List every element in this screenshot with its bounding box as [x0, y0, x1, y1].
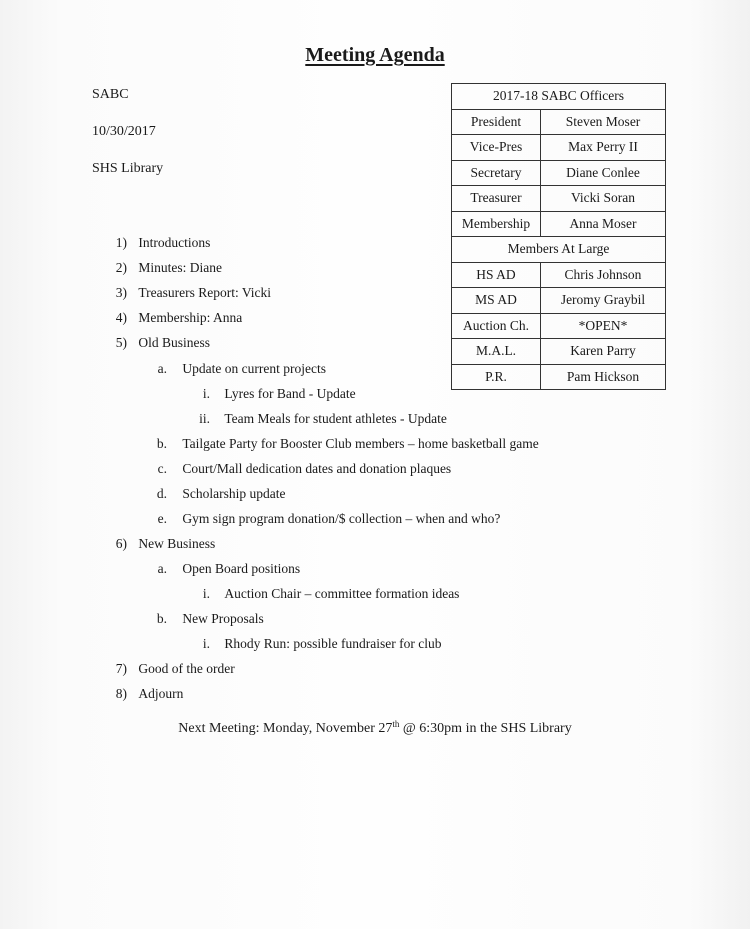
item-text: Old Business	[138, 335, 211, 350]
member-name: Jeromy Graybil	[541, 288, 666, 314]
item-marker: i.	[202, 386, 210, 401]
item-marker: d.	[156, 486, 167, 501]
table-row	[452, 186, 666, 212]
list-item	[100, 661, 235, 677]
meeting-location: SHS Library	[92, 161, 164, 176]
item-marker: c.	[157, 461, 167, 476]
table-row	[452, 364, 666, 390]
next-meeting-details: @ 6:30pm in the SHS Library	[399, 721, 572, 736]
officer-role: President	[452, 109, 541, 135]
item-text: New Proposals	[182, 611, 264, 626]
item-marker: 1)	[115, 235, 127, 250]
list-item	[140, 436, 539, 452]
member-role: P.R.	[452, 364, 541, 390]
next-meeting-prefix: Next Meeting: Monday, November 27	[178, 721, 393, 736]
item-marker: 3)	[115, 285, 127, 300]
officer-name: Vicki Soran	[541, 186, 666, 212]
item-text: Lyres for Band - Update	[224, 386, 356, 401]
officer-name: Steven Moser	[541, 109, 666, 135]
officer-role: Membership	[452, 211, 541, 237]
table-row	[452, 211, 666, 237]
item-marker: b.	[156, 611, 167, 626]
member-role: HS AD	[452, 262, 541, 288]
item-marker: 5)	[115, 335, 127, 350]
next-meeting-ordinal: th	[392, 719, 400, 729]
list-item	[180, 586, 459, 602]
table-row	[452, 160, 666, 186]
list-item	[140, 611, 264, 627]
table-row	[452, 237, 666, 263]
list-item	[100, 285, 271, 301]
table-row	[452, 109, 666, 135]
next-meeting-note	[0, 721, 750, 737]
item-marker: a.	[157, 361, 167, 376]
table-row	[452, 288, 666, 314]
item-text: Tailgate Party for Booster Club members – home basketball game	[182, 436, 539, 451]
list-item	[180, 636, 441, 652]
page-title: Meeting Agenda	[305, 44, 445, 66]
item-text: Minutes: Diane	[138, 260, 222, 275]
item-text: Scholarship update	[182, 486, 286, 501]
list-item	[180, 411, 447, 427]
list-item	[100, 310, 242, 326]
item-marker: b.	[156, 436, 167, 451]
item-text: Court/Mall dedication dates and donation plaques	[182, 461, 452, 476]
item-marker: i.	[202, 636, 210, 651]
officer-role: Vice-Pres	[452, 135, 541, 161]
table-row	[452, 262, 666, 288]
member-name: Chris Johnson	[541, 262, 666, 288]
officer-role: Treasurer	[452, 186, 541, 212]
officer-name: Anna Moser	[541, 211, 666, 237]
item-text: Auction Chair – committee formation ideas	[224, 586, 460, 601]
item-text: Team Meals for student athletes - Update	[224, 411, 447, 426]
item-text: Open Board positions	[182, 561, 301, 576]
item-marker: 4)	[115, 310, 127, 325]
item-marker: 8)	[115, 686, 127, 701]
item-text: Gym sign program donation/$ collection – when and who?	[182, 511, 501, 526]
item-text: New Business	[138, 536, 216, 551]
officer-name: Diane Conlee	[541, 160, 666, 186]
officer-name: Max Perry II	[541, 135, 666, 161]
item-marker: e.	[157, 511, 167, 526]
item-text: Introductions	[138, 235, 211, 250]
list-item	[140, 511, 500, 527]
list-item	[180, 386, 356, 402]
list-item	[100, 335, 210, 351]
table-row	[452, 84, 666, 110]
item-text: Treasurers Report: Vicki	[138, 285, 272, 300]
item-text: Good of the order	[138, 661, 235, 676]
officer-role: Secretary	[452, 160, 541, 186]
list-item	[100, 686, 183, 702]
member-name: Karen Parry	[541, 339, 666, 365]
officers-heading: 2017-18 SABC Officers	[452, 84, 666, 110]
table-row	[452, 135, 666, 161]
item-marker: 7)	[115, 661, 127, 676]
item-marker: a.	[157, 561, 167, 576]
item-marker: ii.	[199, 411, 210, 426]
list-item	[140, 561, 300, 577]
item-text: Adjourn	[138, 686, 184, 701]
table-row	[452, 339, 666, 365]
member-role: MS AD	[452, 288, 541, 314]
organization-name: SABC	[92, 87, 129, 102]
item-text: Update on current projects	[182, 361, 326, 376]
item-marker: 6)	[115, 536, 127, 551]
officers-table	[451, 83, 666, 390]
list-item	[100, 536, 215, 552]
list-item	[140, 486, 285, 502]
meeting-date: 10/30/2017	[92, 124, 156, 139]
item-marker: 2)	[115, 260, 127, 275]
member-name: *OPEN*	[541, 313, 666, 339]
member-name: Pam Hickson	[541, 364, 666, 390]
member-role: Auction Ch.	[452, 313, 541, 339]
table-row	[452, 313, 666, 339]
list-item	[140, 361, 326, 377]
member-role: M.A.L.	[452, 339, 541, 365]
item-marker: i.	[202, 586, 210, 601]
list-item	[140, 461, 451, 477]
members-at-large-heading: Members At Large	[452, 237, 666, 263]
list-item	[100, 235, 210, 251]
list-item	[100, 260, 222, 276]
item-text: Rhody Run: possible fundraiser for club	[224, 636, 442, 651]
item-text: Membership: Anna	[138, 310, 243, 325]
